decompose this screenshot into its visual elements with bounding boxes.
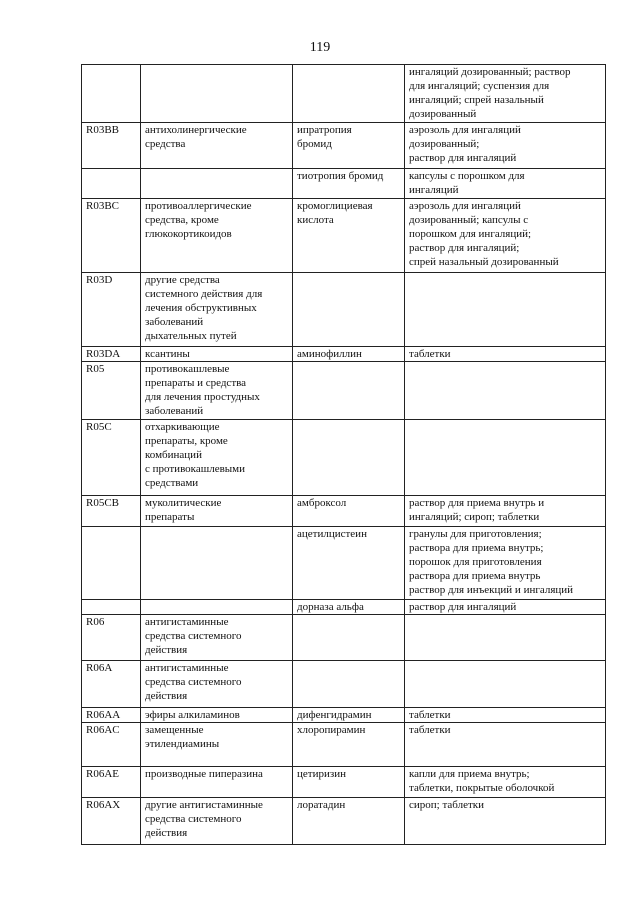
substance-cell — [293, 527, 405, 600]
atc-code-cell — [82, 661, 141, 708]
dosage-form-cell-line: порошок для приготовления — [409, 556, 542, 568]
anatomical-group-cell-line: заболеваний — [145, 405, 204, 417]
substance-cell — [293, 708, 405, 723]
table-row — [82, 527, 606, 600]
anatomical-group-cell — [141, 708, 293, 723]
dosage-form-cell-line: ингаляций дозированный; раствор — [409, 66, 571, 78]
atc-code-cell — [82, 362, 141, 420]
dosage-form-cell-line: раствора для приема внутрь — [409, 570, 541, 582]
substance-cell — [293, 767, 405, 798]
dosage-form-cell — [405, 798, 606, 845]
anatomical-group-cell-line: муколитические — [145, 497, 222, 509]
page-number: 119 — [309, 40, 331, 55]
anatomical-group-cell — [141, 123, 293, 169]
atc-code-cell — [82, 708, 141, 723]
dosage-form-cell-line: порошком для ингаляций; — [409, 228, 532, 240]
substance-cell — [293, 723, 405, 767]
drug-classification-table — [81, 64, 606, 845]
atc-code-cell-line: R06AX — [86, 799, 121, 811]
table-row — [82, 615, 606, 661]
table-row — [82, 199, 606, 273]
anatomical-group-cell-line: лечения обструктивных — [145, 302, 257, 314]
dosage-form-cell-line: раствор для инъекций и ингаляций — [409, 584, 574, 596]
dosage-form-cell-line: раствор для ингаляций; — [409, 242, 520, 254]
dosage-form-cell-line: дозированный; — [409, 138, 480, 150]
dosage-form-cell — [405, 65, 606, 123]
anatomical-group-cell-line: заболеваний — [145, 316, 204, 328]
atc-code-cell-line: R03D — [86, 274, 113, 286]
dosage-form-cell-line: ингаляций; спрей назальный — [409, 94, 544, 106]
table-row — [82, 708, 606, 723]
atc-code-cell — [82, 527, 141, 600]
anatomical-group-cell-line: средства системного — [145, 630, 242, 642]
anatomical-group-cell — [141, 798, 293, 845]
atc-code-cell — [82, 169, 141, 199]
atc-code-cell — [82, 273, 141, 347]
dosage-form-cell-line: ингаляций; сироп; таблетки — [409, 511, 540, 523]
anatomical-group-cell — [141, 527, 293, 600]
dosage-form-cell — [405, 723, 606, 767]
atc-code-cell-line: R05CB — [86, 497, 120, 509]
dosage-form-cell-line: таблетки — [409, 724, 451, 736]
anatomical-group-cell — [141, 273, 293, 347]
atc-code-cell-line: R05 — [86, 363, 105, 375]
anatomical-group-cell — [141, 199, 293, 273]
atc-code-cell — [82, 798, 141, 845]
substance-cell — [293, 661, 405, 708]
dosage-form-cell-line: капли для приема внутрь; — [409, 768, 530, 780]
atc-code-cell — [82, 600, 141, 615]
anatomical-group-cell — [141, 420, 293, 496]
substance-cell-line: бромид — [297, 138, 332, 150]
substance-cell-line: амброксол — [297, 497, 347, 509]
table-row — [82, 767, 606, 798]
table-row — [82, 420, 606, 496]
atc-code-cell — [82, 496, 141, 527]
substance-cell — [293, 420, 405, 496]
atc-code-cell-line: R03BB — [86, 124, 120, 136]
substance-cell — [293, 347, 405, 362]
anatomical-group-cell-line: действия — [145, 690, 188, 702]
anatomical-group-cell-line: препараты и средства — [145, 377, 247, 389]
substance-cell-line: ацетилцистеин — [297, 528, 367, 540]
substance-cell-line: кислота — [297, 214, 334, 226]
dosage-form-cell — [405, 767, 606, 798]
anatomical-group-cell — [141, 347, 293, 362]
dosage-form-cell-line: дозированный — [409, 108, 477, 120]
anatomical-group-cell-line: противоаллергические — [145, 200, 252, 212]
dosage-form-cell — [405, 708, 606, 723]
dosage-form-cell — [405, 496, 606, 527]
anatomical-group-cell — [141, 65, 293, 123]
dosage-form-cell — [405, 615, 606, 661]
dosage-form-cell-line: аэрозоль для ингаляций — [409, 124, 521, 136]
dosage-form-cell — [405, 169, 606, 199]
anatomical-group-cell-line: с противокашлевыми — [145, 463, 246, 475]
anatomical-group-cell-line: отхаркивающие — [145, 421, 220, 433]
atc-code-cell — [82, 199, 141, 273]
substance-cell — [293, 615, 405, 661]
anatomical-group-cell — [141, 600, 293, 615]
table-row — [82, 798, 606, 845]
anatomical-group-cell-line: этилендиамины — [145, 738, 220, 750]
dosage-form-cell-line: таблетки — [409, 709, 451, 721]
anatomical-group-cell — [141, 661, 293, 708]
table-row — [82, 723, 606, 767]
anatomical-group-cell-line: антихолинергические — [145, 124, 247, 136]
dosage-form-cell-line: аэрозоль для ингаляций — [409, 200, 521, 212]
table-row — [82, 273, 606, 347]
substance-cell-line: аминофиллин — [297, 348, 362, 360]
dosage-form-cell — [405, 362, 606, 420]
atc-code-cell — [82, 347, 141, 362]
substance-cell-line: дорназа альфа — [297, 601, 364, 613]
dosage-form-cell-line: раствор для ингаляций — [409, 152, 517, 164]
substance-cell — [293, 273, 405, 347]
atc-code-cell — [82, 65, 141, 123]
substance-cell-line: хлоропирамин — [297, 724, 366, 736]
dosage-form-cell-line: дозированный; капсулы с — [409, 214, 529, 226]
table-row — [82, 661, 606, 708]
dosage-form-cell — [405, 600, 606, 615]
substance-cell-line: кромоглициевая — [297, 200, 373, 212]
anatomical-group-cell-line: средства — [145, 138, 186, 150]
substance-cell — [293, 65, 405, 123]
substance-cell-line: лоратадин — [297, 799, 346, 811]
substance-cell-line: тиотропия бромид — [297, 170, 384, 182]
dosage-form-cell — [405, 661, 606, 708]
anatomical-group-cell-line: препараты — [145, 511, 195, 523]
dosage-form-cell — [405, 199, 606, 273]
anatomical-group-cell-line: действия — [145, 827, 188, 839]
substance-cell-line: цетиризин — [297, 768, 346, 780]
table-row — [82, 123, 606, 169]
atc-code-cell-line: R05C — [86, 421, 112, 433]
table-row — [82, 496, 606, 527]
atc-code-cell-line: R06AC — [86, 724, 120, 736]
anatomical-group-cell — [141, 723, 293, 767]
table-body — [82, 65, 606, 845]
dosage-form-cell — [405, 347, 606, 362]
substance-cell — [293, 169, 405, 199]
substance-cell-line: дифенгидрамин — [297, 709, 372, 721]
substance-cell — [293, 362, 405, 420]
dosage-form-cell-line: раствор для ингаляций — [409, 601, 517, 613]
substance-cell-line: ипратропия — [297, 124, 352, 136]
anatomical-group-cell-line: антигистаминные — [145, 662, 229, 674]
atc-code-cell — [82, 420, 141, 496]
anatomical-group-cell-line: глюкокортикоидов — [145, 228, 232, 240]
atc-code-cell-line: R06A — [86, 662, 113, 674]
atc-code-cell — [82, 123, 141, 169]
dosage-form-cell-line: таблетки, покрытые оболочкой — [409, 782, 555, 794]
dosage-form-cell-line: гранулы для приготовления; — [409, 528, 542, 540]
anatomical-group-cell-line: антигистаминные — [145, 616, 229, 628]
dosage-form-cell-line: ингаляций — [409, 184, 459, 196]
table-row — [82, 347, 606, 362]
atc-code-cell — [82, 723, 141, 767]
table-row — [82, 600, 606, 615]
anatomical-group-cell-line: производные пиперазина — [145, 768, 263, 780]
anatomical-group-cell-line: комбинаций — [145, 449, 202, 461]
atc-code-cell — [82, 615, 141, 661]
atc-code-cell-line: R03DA — [86, 348, 121, 360]
substance-cell — [293, 496, 405, 527]
anatomical-group-cell-line: системного действия для — [145, 288, 263, 300]
atc-code-cell-line: R06AA — [86, 709, 121, 721]
anatomical-group-cell-line: препараты, кроме — [145, 435, 228, 447]
anatomical-group-cell-line: другие антигистаминные — [145, 799, 263, 811]
dosage-form-cell-line: раствора для приема внутрь; — [409, 542, 544, 554]
dosage-form-cell — [405, 527, 606, 600]
table-row — [82, 362, 606, 420]
anatomical-group-cell-line: для лечения простудных — [145, 391, 260, 403]
anatomical-group-cell-line: замещенные — [145, 724, 204, 736]
substance-cell — [293, 199, 405, 273]
dosage-form-cell — [405, 273, 606, 347]
atc-code-cell-line: R03BC — [86, 200, 120, 212]
dosage-form-cell-line: раствор для приема внутрь и — [409, 497, 545, 509]
anatomical-group-cell-line: эфиры алкиламинов — [145, 709, 240, 721]
dosage-form-cell-line: сироп; таблетки — [409, 799, 485, 811]
substance-cell — [293, 123, 405, 169]
anatomical-group-cell-line: противокашлевые — [145, 363, 230, 375]
atc-code-cell-line: R06 — [86, 616, 105, 628]
anatomical-group-cell-line: дыхательных путей — [145, 330, 237, 342]
atc-code-cell — [82, 767, 141, 798]
substance-cell — [293, 798, 405, 845]
anatomical-group-cell-line: другие средства — [145, 274, 220, 286]
anatomical-group-cell — [141, 496, 293, 527]
anatomical-group-cell — [141, 767, 293, 798]
table-row — [82, 169, 606, 199]
dosage-form-cell-line: для ингаляций; суспензия для — [409, 80, 550, 92]
dosage-form-cell-line: капсулы с порошком для — [409, 170, 525, 182]
anatomical-group-cell — [141, 615, 293, 661]
anatomical-group-cell-line: средства системного — [145, 813, 242, 825]
substance-cell — [293, 600, 405, 615]
dosage-form-cell — [405, 420, 606, 496]
dosage-form-cell-line: спрей назальный дозированный — [409, 256, 559, 268]
anatomical-group-cell-line: действия — [145, 644, 188, 656]
anatomical-group-cell — [141, 169, 293, 199]
atc-code-cell-line: R06AE — [86, 768, 119, 780]
dosage-form-cell-line: таблетки — [409, 348, 451, 360]
anatomical-group-cell-line: средства системного — [145, 676, 242, 688]
anatomical-group-cell-line: средствами — [145, 477, 199, 489]
anatomical-group-cell-line: средства, кроме — [145, 214, 219, 226]
dosage-form-cell — [405, 123, 606, 169]
anatomical-group-cell — [141, 362, 293, 420]
table-row — [82, 65, 606, 123]
anatomical-group-cell-line: ксантины — [145, 348, 190, 360]
